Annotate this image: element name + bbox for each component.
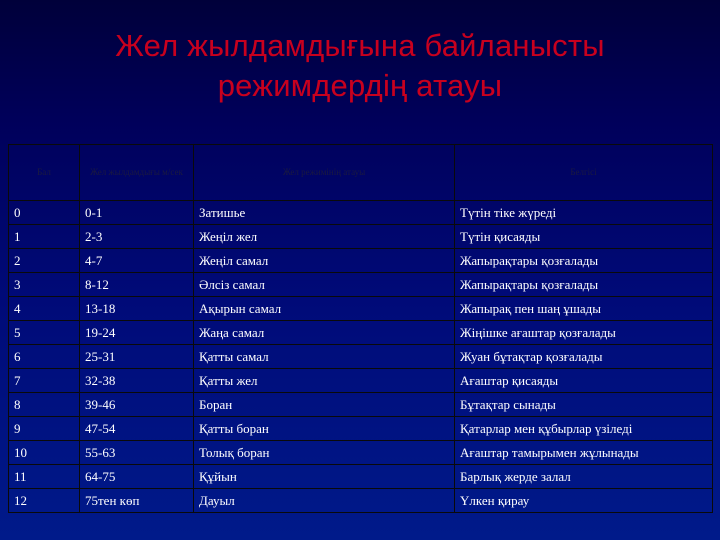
- slide-title-line-2: режимдердің атауы: [217, 68, 503, 103]
- table-row: [9, 369, 713, 393]
- table-row: [9, 417, 713, 441]
- cell-score: 12: [9, 489, 80, 513]
- cell-regime-name: Боран: [194, 393, 455, 417]
- cell-speed: 19-24: [80, 321, 194, 345]
- cell-speed: 2-3: [80, 225, 194, 249]
- table-row: [9, 297, 713, 321]
- cell-sign: Қатарлар мен құбырлар үзіледі: [455, 417, 713, 441]
- table-row: [9, 249, 713, 273]
- table-header-row: [9, 145, 713, 201]
- cell-score: 1: [9, 225, 80, 249]
- cell-score: 6: [9, 345, 80, 369]
- cell-score: 11: [9, 465, 80, 489]
- cell-sign: Жапырақ пен шаң ұшады: [455, 297, 713, 321]
- table-row: [9, 393, 713, 417]
- table-row: [9, 441, 713, 465]
- cell-regime-name: Қатты жел: [194, 369, 455, 393]
- cell-speed: 64-75: [80, 465, 194, 489]
- cell-score: 0: [9, 201, 80, 225]
- header-cell-speed: Жел жылдамдығы м/сек: [80, 145, 194, 201]
- cell-sign: Түтін қисаяды: [455, 225, 713, 249]
- cell-speed: 39-46: [80, 393, 194, 417]
- cell-speed: 32-38: [80, 369, 194, 393]
- cell-speed: 8-12: [80, 273, 194, 297]
- table-row: [9, 321, 713, 345]
- cell-score: 5: [9, 321, 80, 345]
- cell-score: 10: [9, 441, 80, 465]
- cell-sign: Үлкен қирау: [455, 489, 713, 513]
- cell-speed: 55-63: [80, 441, 194, 465]
- cell-sign: Жуан бұтақтар қозғалады: [455, 345, 713, 369]
- table-row: [9, 201, 713, 225]
- cell-sign: Жіңішке ағаштар қозғалады: [455, 321, 713, 345]
- cell-sign: Бұтақтар сынады: [455, 393, 713, 417]
- cell-regime-name: Жеңіл самал: [194, 249, 455, 273]
- cell-score: 4: [9, 297, 80, 321]
- cell-speed: 47-54: [80, 417, 194, 441]
- header-cell-regime-name: Жел режимінің атауы: [194, 145, 455, 201]
- cell-score: 9: [9, 417, 80, 441]
- cell-sign: Жапырақтары қозғалады: [455, 249, 713, 273]
- cell-speed: 4-7: [80, 249, 194, 273]
- cell-speed: 0-1: [80, 201, 194, 225]
- cell-regime-name: Қатты самал: [194, 345, 455, 369]
- header-cell-sign: Белгісі: [455, 145, 713, 201]
- table-row: [9, 489, 713, 513]
- cell-regime-name: Дауыл: [194, 489, 455, 513]
- cell-regime-name: Ақырын самал: [194, 297, 455, 321]
- slide-title: [0, 26, 720, 106]
- cell-score: 2: [9, 249, 80, 273]
- table-row: [9, 273, 713, 297]
- cell-regime-name: Қатты боран: [194, 417, 455, 441]
- cell-score: 7: [9, 369, 80, 393]
- cell-regime-name: Жаңа самал: [194, 321, 455, 345]
- header-cell-score: Бал: [9, 145, 80, 201]
- cell-speed: 75тен көп: [80, 489, 194, 513]
- cell-sign: Ағаштар тамырымен жұлынады: [455, 441, 713, 465]
- table-body: [9, 201, 713, 513]
- cell-sign: Жапырақтары қозғалады: [455, 273, 713, 297]
- cell-speed: 13-18: [80, 297, 194, 321]
- cell-score: 8: [9, 393, 80, 417]
- cell-regime-name: Толық боран: [194, 441, 455, 465]
- table-row: [9, 345, 713, 369]
- slide-title-line-1: Жел жылдамдығына байланысты: [115, 28, 605, 63]
- wind-scale-table: [8, 144, 713, 513]
- cell-sign: Барлық жерде залал: [455, 465, 713, 489]
- cell-sign: Ағаштар қисаяды: [455, 369, 713, 393]
- cell-regime-name: Жеңіл жел: [194, 225, 455, 249]
- cell-regime-name: Затишье: [194, 201, 455, 225]
- table-row: [9, 465, 713, 489]
- cell-score: 3: [9, 273, 80, 297]
- cell-regime-name: Әлсіз самал: [194, 273, 455, 297]
- cell-regime-name: Құйын: [194, 465, 455, 489]
- cell-sign: Түтін тіке жүреді: [455, 201, 713, 225]
- table-row: [9, 225, 713, 249]
- cell-speed: 25-31: [80, 345, 194, 369]
